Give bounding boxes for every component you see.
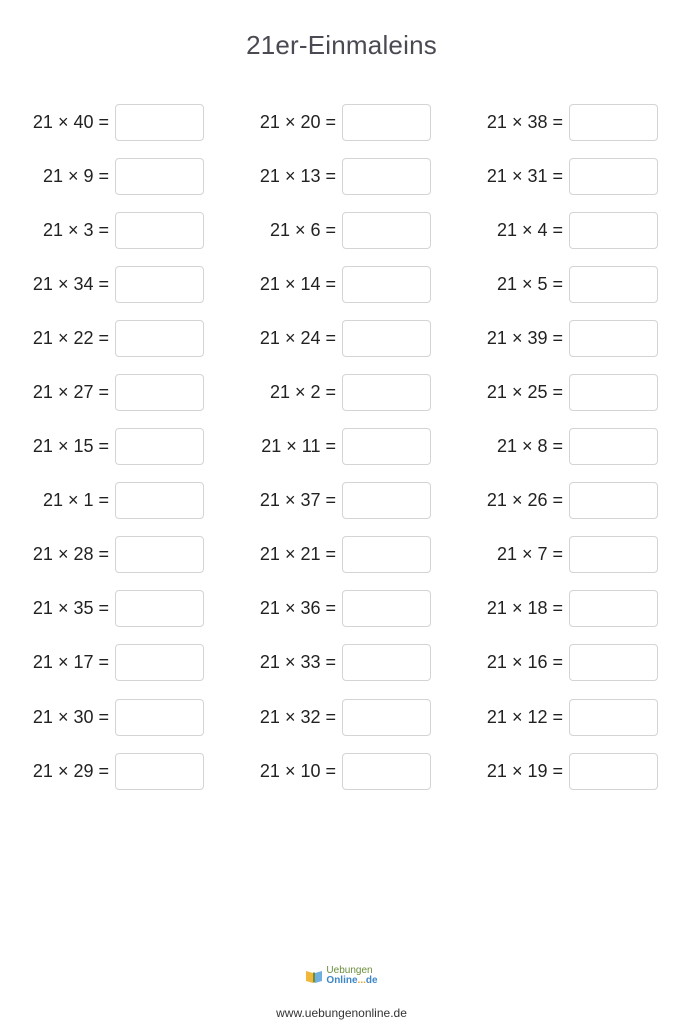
exercise-item <box>226 372 431 412</box>
answer-input[interactable] <box>342 104 431 141</box>
equation-label: 21 × 1 = <box>42 490 109 511</box>
answer-input[interactable] <box>115 428 204 465</box>
answer-input[interactable] <box>115 699 204 736</box>
logo-suffix: de <box>365 975 378 986</box>
exercise-item <box>453 751 658 791</box>
exercise-item <box>226 697 431 737</box>
equation-label: 21 × 19 = <box>486 760 563 781</box>
equation-label: 21 × 12 = <box>486 706 563 727</box>
equation-label: 21 × 24 = <box>259 327 336 348</box>
exercise-item <box>453 102 658 142</box>
answer-input[interactable] <box>342 320 431 357</box>
equation-label: 21 × 30 = <box>32 706 109 727</box>
answer-input[interactable] <box>115 753 204 790</box>
answer-input[interactable] <box>115 266 204 303</box>
exercise-item <box>0 535 204 575</box>
equation-label: 21 × 14 = <box>259 273 336 294</box>
exercise-item <box>226 535 431 575</box>
exercise-item <box>453 481 658 521</box>
answer-input[interactable] <box>569 753 658 790</box>
equation-label: 21 × 31 = <box>486 165 563 186</box>
answer-input[interactable] <box>115 590 204 627</box>
exercise-item <box>453 372 658 412</box>
equation-label: 21 × 2 = <box>269 381 336 402</box>
exercise-row <box>0 427 683 481</box>
exercise-row <box>0 156 683 210</box>
equation-label: 21 × 3 = <box>42 219 109 240</box>
exercise-item <box>0 156 204 196</box>
exercise-row <box>0 481 683 535</box>
exercise-row <box>0 264 683 318</box>
answer-input[interactable] <box>115 374 204 411</box>
answer-input[interactable] <box>569 212 658 249</box>
equation-label: 21 × 16 = <box>486 652 563 673</box>
answer-input[interactable] <box>115 104 204 141</box>
equation-label: 21 × 11 = <box>261 436 336 457</box>
exercise-item <box>453 156 658 196</box>
answer-input[interactable] <box>115 158 204 195</box>
equation-label: 21 × 35 = <box>32 598 109 619</box>
exercise-item <box>453 318 658 358</box>
answer-input[interactable] <box>569 428 658 465</box>
uebungenonline-logo <box>0 966 683 986</box>
answer-input[interactable] <box>342 482 431 519</box>
answer-input[interactable] <box>342 212 431 249</box>
exercise-item <box>0 751 204 791</box>
exercise-item <box>226 751 431 791</box>
answer-input[interactable] <box>342 266 431 303</box>
exercise-item <box>226 210 431 250</box>
exercise-item <box>453 427 658 467</box>
answer-input[interactable] <box>569 482 658 519</box>
answer-input[interactable] <box>115 212 204 249</box>
answer-input[interactable] <box>569 320 658 357</box>
exercise-item <box>0 427 204 467</box>
logo-text-bottom <box>326 976 377 986</box>
exercise-item <box>226 643 431 683</box>
book-icon <box>305 968 323 984</box>
equation-label: 21 × 28 = <box>32 544 109 565</box>
answer-input[interactable] <box>342 536 431 573</box>
equation-label: 21 × 26 = <box>486 490 563 511</box>
answer-input[interactable] <box>342 644 431 681</box>
footer-url: www.uebungenonline.de <box>276 1006 407 1020</box>
exercise-item <box>0 210 204 250</box>
equation-label: 21 × 33 = <box>259 652 336 673</box>
equation-label: 21 × 39 = <box>486 327 563 348</box>
exercise-item <box>453 589 658 629</box>
exercise-item <box>0 643 204 683</box>
equation-label: 21 × 37 = <box>259 490 336 511</box>
equation-label: 21 × 29 = <box>32 760 109 781</box>
exercise-row <box>0 643 683 697</box>
equation-label: 21 × 4 = <box>496 219 563 240</box>
exercise-item <box>0 481 204 521</box>
equation-label: 21 × 34 = <box>32 273 109 294</box>
equation-label: 21 × 22 = <box>32 327 109 348</box>
answer-input[interactable] <box>342 428 431 465</box>
exercise-row <box>0 210 683 264</box>
answer-input[interactable] <box>115 644 204 681</box>
answer-input[interactable] <box>569 644 658 681</box>
answer-input[interactable] <box>342 374 431 411</box>
exercise-row <box>0 318 683 372</box>
exercise-item <box>0 697 204 737</box>
answer-input[interactable] <box>342 699 431 736</box>
page-title: 21er-Einmaleins <box>246 30 437 60</box>
equation-label: 21 × 17 = <box>32 652 109 673</box>
exercise-item <box>0 372 204 412</box>
equation-label: 21 × 40 = <box>32 111 109 132</box>
exercise-item <box>226 589 431 629</box>
answer-input[interactable] <box>569 374 658 411</box>
answer-input[interactable] <box>569 590 658 627</box>
answer-input[interactable] <box>115 320 204 357</box>
answer-input[interactable] <box>115 536 204 573</box>
equation-label: 21 × 21 = <box>259 544 336 565</box>
exercise-item <box>226 264 431 304</box>
equation-label: 21 × 32 = <box>259 706 336 727</box>
logo-dots: ... <box>357 975 366 986</box>
exercise-item <box>453 643 658 683</box>
exercise-row <box>0 372 683 426</box>
equation-label: 21 × 10 = <box>259 760 336 781</box>
equation-label: 21 × 36 = <box>259 598 336 619</box>
exercise-row <box>0 589 683 643</box>
equation-label: 21 × 20 = <box>259 111 336 132</box>
exercise-item <box>226 102 431 142</box>
answer-input[interactable] <box>569 158 658 195</box>
answer-input[interactable] <box>342 158 431 195</box>
exercise-item <box>453 264 658 304</box>
exercise-item <box>453 210 658 250</box>
equation-label: 21 × 18 = <box>486 598 563 619</box>
equation-label: 21 × 25 = <box>486 381 563 402</box>
answer-input[interactable] <box>342 753 431 790</box>
exercise-item <box>453 697 658 737</box>
equation-label: 21 × 27 = <box>32 381 109 402</box>
exercise-item <box>226 481 431 521</box>
equation-label: 21 × 6 = <box>269 219 336 240</box>
answer-input[interactable] <box>569 104 658 141</box>
exercise-item <box>453 535 658 575</box>
equation-label: 21 × 13 = <box>259 165 336 186</box>
logo-online: Online <box>326 975 358 986</box>
exercise-row <box>0 751 683 805</box>
exercise-item <box>226 156 431 196</box>
answer-input[interactable] <box>569 699 658 736</box>
exercise-item <box>226 427 431 467</box>
exercise-item <box>0 589 204 629</box>
answer-input[interactable] <box>115 482 204 519</box>
exercise-grid <box>0 102 683 805</box>
exercise-item <box>0 102 204 142</box>
exercise-item <box>0 318 204 358</box>
exercise-item <box>0 264 204 304</box>
exercise-row <box>0 102 683 156</box>
equation-label: 21 × 8 = <box>496 436 563 457</box>
answer-input[interactable] <box>342 590 431 627</box>
logo-text-top: Uebungen <box>326 965 373 976</box>
equation-label: 21 × 38 = <box>486 111 563 132</box>
exercise-row <box>0 535 683 589</box>
equation-label: 21 × 7 = <box>496 544 563 565</box>
exercise-row <box>0 697 683 751</box>
answer-input[interactable] <box>569 536 658 573</box>
exercise-item <box>226 318 431 358</box>
answer-input[interactable] <box>569 266 658 303</box>
equation-label: 21 × 15 = <box>32 436 109 457</box>
equation-label: 21 × 9 = <box>42 165 109 186</box>
equation-label: 21 × 5 = <box>496 273 563 294</box>
